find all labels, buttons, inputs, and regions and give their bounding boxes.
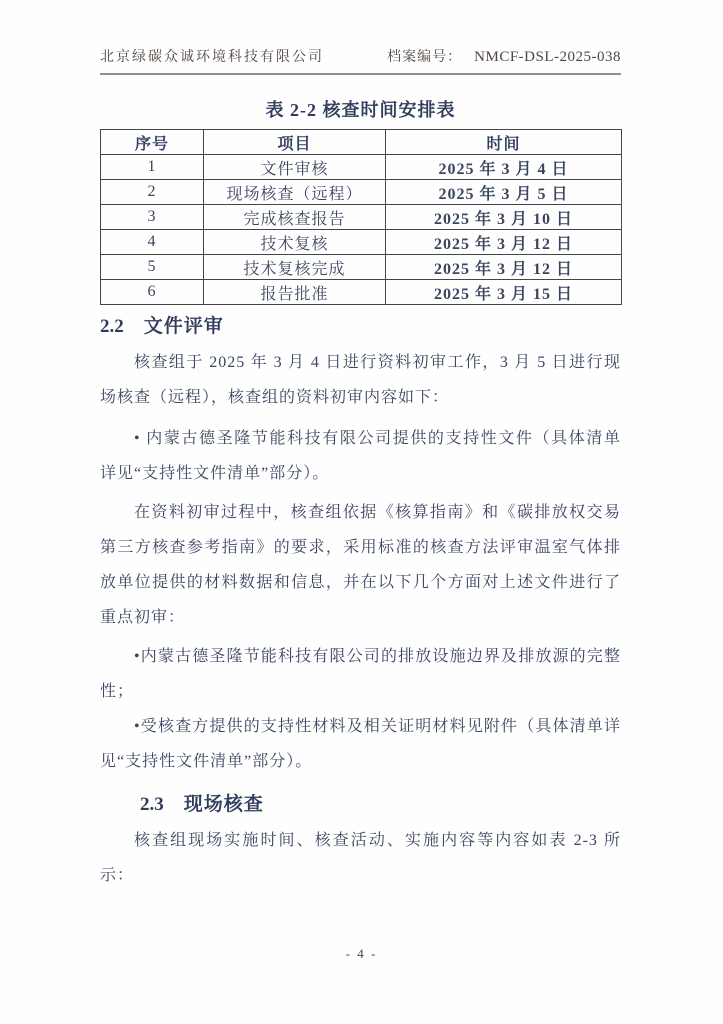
cell-item: 完成核查报告 [204,205,386,230]
cell-time: 2025 年 3 月 12 日 [386,255,622,280]
cell-time: 2025 年 3 月 12 日 [386,230,622,255]
table-row [101,180,622,205]
paragraph-document-review-intro: 核查组于 2025 年 3 月 4 日进行资料初审工作，3 月 5 日进行现场核查（远程），核查组的资料初审内容如下： [100,354,621,406]
cell-index: 3 [101,205,204,230]
bullet-supporting-documents: • 内蒙古德圣隆节能科技有限公司提供的支持性文件（具体清单详见“支持性文件清单”部分）。 [100,430,621,482]
cell-time: 2025 年 3 月 5 日 [386,180,622,205]
table-row [101,280,622,305]
page-content [100,96,621,893]
section-2-2-title: 文件评审 [143,316,224,337]
page-number: - 4 - [345,946,378,961]
section-2-2-heading [100,313,621,341]
company-name: 北京绿碳众诚环境科技有限公司 [100,50,324,65]
section-2-3-heading [140,791,621,819]
bullet-supporting-materials: •受核查方提供的支持性材料及相关证明材料见附件（具体清单详见“支持性文件清单”部分）。 [100,718,621,770]
page-header [100,46,621,75]
archive-number-label: 档案编号： [387,50,463,65]
cell-time: 2025 年 3 月 4 日 [386,155,622,180]
archive-number-group [387,46,621,66]
schedule-table-title: 表 2-2 核查时间安排表 [265,100,456,120]
column-header-index: 序号 [101,130,204,155]
cell-time: 2025 年 3 月 15 日 [386,280,622,305]
archive-number-value: NMCF-DSL-2025-038 [474,49,621,65]
table-row [101,255,622,280]
table-row [101,155,622,180]
paragraph-review-process: 在资料初审过程中，核查组依据《核算指南》和《碳排放权交易第三方核查参考指南》的要求，采用标准的核查方法评审温室气体排放单位提供的材料数据和信息，并在以下几个方面对上述文件进行了重点初审： [100,504,621,626]
cell-index: 5 [101,255,204,280]
column-header-item: 项目 [204,130,386,155]
cell-index: 6 [101,280,204,305]
cell-item: 报告批准 [204,280,386,305]
table-row [101,205,622,230]
section-2-3-number: 2.3 [140,794,164,815]
paragraph-onsite-intro: 核查组现场实施时间、核查活动、实施内容等内容如表 2-3 所示： [100,832,621,884]
table-header-row [101,130,622,155]
cell-index: 1 [101,155,204,180]
bullet-boundary-completeness: •内蒙古德圣隆节能科技有限公司的排放设施边界及排放源的完整性； [100,648,621,700]
cell-item: 技术复核 [204,230,386,255]
cell-index: 2 [101,180,204,205]
cell-item: 文件审核 [204,155,386,180]
cell-item: 技术复核完成 [204,255,386,280]
section-2-3-title: 现场核查 [183,794,264,815]
column-header-time: 时间 [386,130,622,155]
cell-item: 现场核查（远程） [204,180,386,205]
section-2-2-number: 2.2 [100,316,124,337]
cell-index: 4 [101,230,204,255]
cell-time: 2025 年 3 月 10 日 [386,205,622,230]
table-row [101,230,622,255]
schedule-table [100,129,622,305]
